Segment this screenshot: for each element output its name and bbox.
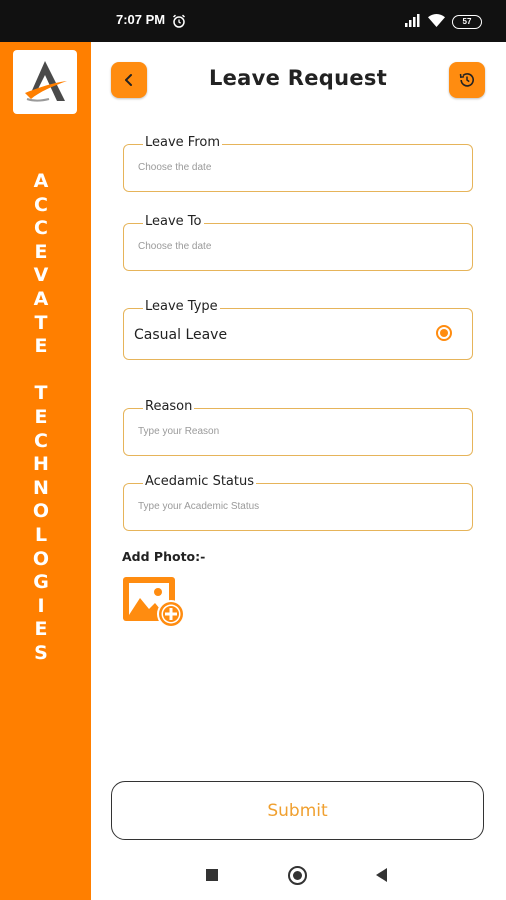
home-icon[interactable] (288, 866, 307, 885)
page-title: Leave Request (208, 66, 388, 90)
brand-letter: E (34, 335, 48, 358)
brand-letter: S (34, 641, 48, 664)
brand-letter: E (34, 405, 48, 428)
company-logo (13, 50, 77, 114)
submit-button[interactable]: Submit (111, 781, 484, 840)
leave-type-select[interactable] (123, 299, 473, 360)
academic-status-input[interactable] (123, 474, 473, 531)
reason-input[interactable] (123, 399, 473, 456)
brand-letter: A (33, 170, 49, 192)
chevron-left-icon (122, 73, 136, 87)
reason-label: Reason (145, 399, 193, 414)
brand-vertical-text (0, 170, 82, 665)
back-button[interactable] (111, 62, 147, 98)
brand-letter: T (34, 311, 48, 334)
brand-letter: O (32, 547, 50, 570)
leave-to-placeholder: Choose the date (138, 241, 212, 252)
nav-back-icon[interactable] (376, 868, 387, 882)
brand-letter: O (32, 500, 50, 523)
brand-letter: A (33, 287, 49, 310)
radio-selected-icon[interactable] (436, 325, 452, 341)
leave-type-value: Casual Leave (134, 327, 228, 343)
accevate-logo-icon (21, 59, 69, 105)
leave-from-label: Leave From (145, 135, 221, 150)
leave-from-field[interactable] (123, 135, 473, 192)
add-photo-icon[interactable] (122, 576, 188, 630)
leave-from-placeholder: Choose the date (138, 162, 212, 173)
brand-letter: I (37, 594, 45, 617)
brand-letter: G (33, 571, 49, 594)
battery-icon: 57 (452, 15, 482, 29)
add-photo-label: Add Photo:- (122, 549, 206, 564)
brand-letter: C (34, 193, 48, 216)
brand-letter: N (33, 476, 49, 499)
reason-placeholder: Type your Reason (138, 426, 220, 437)
history-clock-icon (458, 71, 476, 89)
brand-letter: L (34, 523, 48, 546)
leave-to-label: Leave To (145, 214, 202, 229)
sidebar (0, 42, 91, 900)
brand-letter: C (34, 217, 48, 240)
signal-icon (405, 12, 421, 31)
academic-status-placeholder: Type your Academic Status (138, 501, 260, 512)
status-time: 7:07 PM (116, 12, 166, 27)
leave-history-button[interactable] (449, 62, 485, 98)
academic-status-label: Acedamic Status (145, 474, 255, 489)
brand-letter: E (34, 240, 48, 263)
status-bar (0, 0, 506, 42)
brand-letter: C (34, 429, 48, 452)
brand-letter: H (33, 453, 49, 476)
alarm-clock-icon (172, 13, 186, 32)
leave-type-label: Leave Type (145, 299, 218, 314)
brand-letter: V (33, 264, 49, 287)
brand-letter: E (34, 618, 48, 641)
brand-letter: T (34, 382, 48, 405)
wifi-icon (428, 12, 445, 31)
recent-apps-icon[interactable] (206, 869, 218, 881)
leave-to-field[interactable] (123, 214, 473, 271)
